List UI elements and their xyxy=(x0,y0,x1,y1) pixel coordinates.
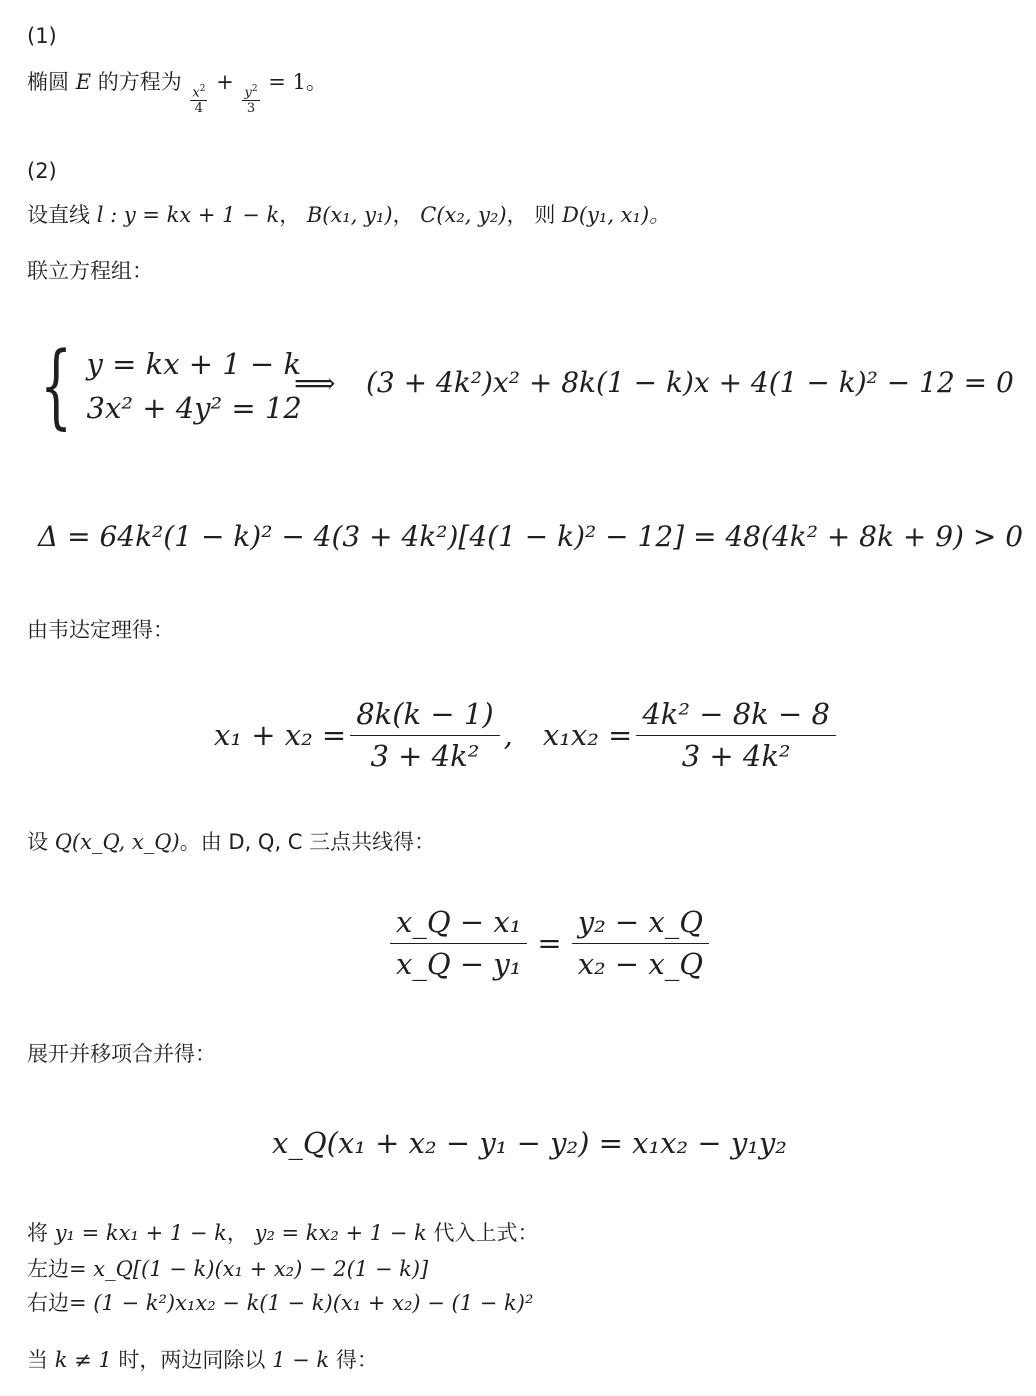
product-lhs: x₁x₂ = xyxy=(542,718,633,753)
var-E: E xyxy=(75,70,92,94)
fraction-x2-over-4: $\frac{x^2}{4}$ xyxy=(192,83,206,117)
part2-label: (2) xyxy=(27,159,57,183)
right-side-expression: = (1 − k²)x₁x₂ − k(1 − k)(x₁ + x₂) − (1 − k)² xyxy=(69,1291,534,1315)
sum-fraction: $\frac{8k(k - 1)}{\text{3 + 4k²}}$ xyxy=(350,697,499,774)
substitute-y1: y₁ = kx₁ + 1 − k xyxy=(54,1221,227,1245)
vieta-formulas: x₁ + x₂ = $\frac{8k(k - 1)}{\text{3 + 4k²}}$ , x₁x₂ = $\frac{\text{4k² − 8k − 8}}{\text{3 + 4k²}}$ xyxy=(214,697,840,774)
fraction-y2-over-3: $\frac{y^2}{3}$ xyxy=(244,83,258,117)
quadratic-equation: (3 + 4k²)x² + 8k(1 − k)x + 4(1 − k)² − 12 = 0 xyxy=(366,366,1014,399)
collinear-equation: $\frac{\text{x\_Q − x₁}}{\text{x\_Q − y₁}}$ = $\frac{\text{y₂ − x\_Q}}{\text{x₂ − x\_Q}}$ xyxy=(386,905,713,982)
left-brace: { xyxy=(40,332,73,439)
part1-ellipse-equation: 椭圆 E 的方程为 $\frac{x^2}{4}$ + $\frac{y^2}{3}$ = 1。 xyxy=(27,70,327,117)
point-C: C(x₂, y₂) xyxy=(420,203,507,227)
point-D: D(y₁, x₁)。 xyxy=(562,203,671,227)
rhs-equals-one: = 1。 xyxy=(268,70,327,94)
text-equation-is: 的方程为 xyxy=(97,70,182,94)
implies-arrow: ⟹ xyxy=(294,366,336,400)
divisor: 1 − k xyxy=(272,1348,330,1372)
line-equation: l : y = kx + 1 − k xyxy=(96,203,280,227)
discriminant: Δ = 64k²(1 − k)² − 4(3 + 4k²)[4(1 − k)² − 12] = 48(4k² + 8k + 9) > 0 xyxy=(38,520,1024,553)
Q-point: Q(x_Q, x_Q) xyxy=(54,830,180,854)
point-B: B(x₁, y₁) xyxy=(306,203,393,227)
expand-text: 展开并移项合并得： xyxy=(27,1042,216,1066)
substitute-y2: y₂ = kx₂ + 1 − k xyxy=(254,1221,427,1245)
text-ellipse: 椭圆 xyxy=(27,70,69,94)
system-row-1: y = kx + 1 − k xyxy=(86,347,302,381)
right-side-line: 右边= (1 − k²)x₁x₂ − k(1 − k)(x₁ + x₂) − (1 − k)² xyxy=(27,1291,534,1315)
condition-line: 当 k ≠ 1 时，两边同除以 1 − k 得： xyxy=(27,1348,378,1372)
slope-rhs: $\frac{\text{y₂ − x\_Q}}{\text{x₂ − x\_Q}}$ xyxy=(572,905,709,982)
vieta-text: 由韦达定理得： xyxy=(27,618,174,642)
joint-system-text: 联立方程组： xyxy=(27,259,153,283)
part1-label: (1) xyxy=(27,24,57,48)
slope-lhs: $\frac{\text{x\_Q − x₁}}{\text{x\_Q − y₁}}$ xyxy=(390,905,527,982)
substitute-line: 将 y₁ = kx₁ + 1 − k， y₂ = kx₂ + 1 − k 代入上式： xyxy=(27,1221,539,1245)
left-side-line: 左边= x_Q[(1 − k)(x₁ + x₂) − 2(1 − k)] xyxy=(27,1257,429,1281)
equation-system xyxy=(40,332,302,439)
left-side-expression: = x_Q[(1 − k)(x₁ + x₂) − 2(1 − k)] xyxy=(69,1257,429,1281)
product-fraction: $\frac{\text{4k² − 8k − 8}}{\text{3 + 4k²}}$ xyxy=(636,697,836,774)
system-row-2: 3x² + 4y² = 12 xyxy=(86,391,302,425)
line-definition: 设直线 l : y = kx + 1 − k， B(x₁, y₁)， C(x₂, y₂)， 则 D(y₁, x₁)。 xyxy=(27,203,671,227)
sum-lhs: x₁ + x₂ = xyxy=(214,718,347,753)
condition-k-not-1: k ≠ 1 xyxy=(54,1348,112,1372)
set-Q-line: 设 Q(x_Q, x_Q)。由 D, Q, C 三点共线得： xyxy=(27,830,436,854)
expanded-equation: x_Q(x₁ + x₂ − y₁ − y₂) = x₁x₂ − y₁y₂ xyxy=(272,1126,787,1160)
